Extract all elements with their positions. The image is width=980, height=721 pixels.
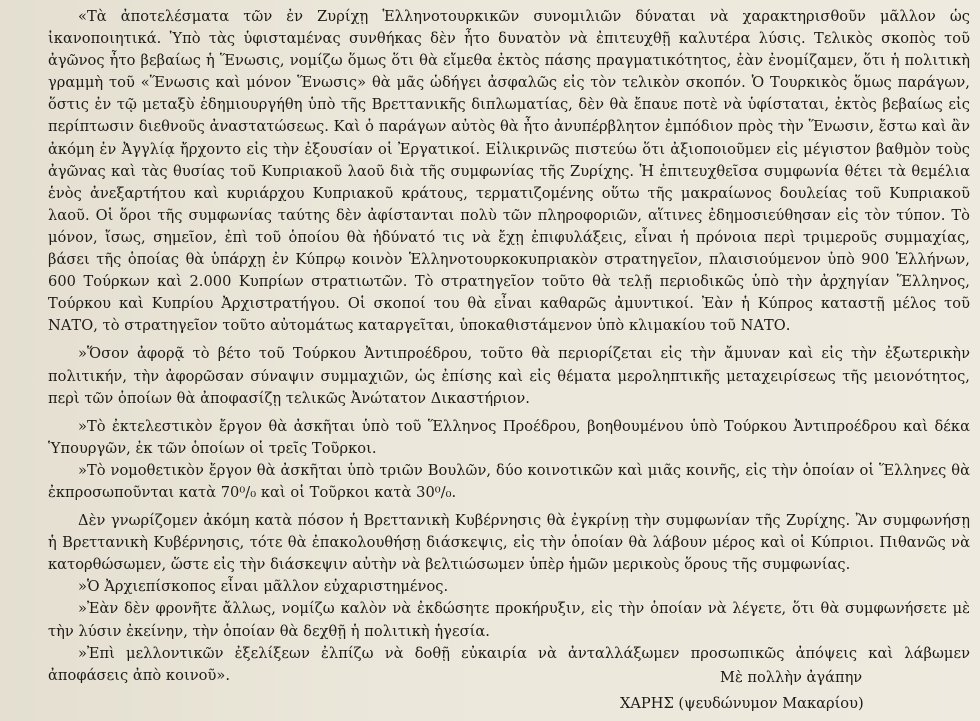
closing-line: Μὲ πολλὴν ἀγάπην xyxy=(720,669,863,686)
paragraph-4: »Τὸ νομοθετικὸν ἔργον θὰ ἀσκῆται ὑπὸ τριῶν Βουλῶν, δύο κοινοτικῶν καὶ μιᾶς κοινῆς, εἰς τὴν ὁποίαν οἱ Ἕλληνες θὰ ἐκπροσωποῦνται κατὰ 70⁰/₀ καὶ οἱ Τοῦρκοι κατὰ 30⁰/₀. xyxy=(48,461,970,501)
paragraph-2: »Ὅσον ἀφορᾷ τὸ βέτο τοῦ Τούρκου Ἀντιπροέδρου, τοῦτο θὰ περιορίζεται εἰς τὴν ἄμυναν καὶ εἰς τὴν ἐξωτερικὴν πολιτικήν, τὴν ἀφορῶσαν σύναψιν συμμαχιῶν, ὡς ἐπίσης καὶ εἰς θέματα μεροληπτικῆς μεταχειρίσεως τῆς μειονότητος, περὶ τῶν ὁποίων θὰ ἀποφασίζῃ τελικῶς Ἀνώτατον Δικαστήριον. xyxy=(48,345,970,407)
paragraph-5: Δὲν γνωρίζομεν ἀκόμη κατὰ πόσον ἡ Βρεττανικὴ Κυβέρνησις θὰ ἐγκρίνῃ τὴν συμφωνίαν τῆς Ζυρίχης. Ἂν συμφωνήσῃ ἡ Βρεττανικὴ Κυβέρνησις, τότε θὰ ἐπακολουθήσῃ διάσκεψις, εἰς τὴν ὁποίαν θὰ λάβουν μέρος καὶ οἱ Κύπριοι. Πιθανῶς νὰ κατορθώσωμεν, ὥστε εἰς τὴν διάσκεψιν αὐτὴν νὰ βελτιώσωμεν ὑπὲρ ἡμῶν μερικοὺς ὅρους τῆς συμφωνίας. xyxy=(48,512,970,574)
signature-line: ΧΑΡΗΣ (ψευδώνυμον Μακαρίου) xyxy=(620,695,864,712)
paragraph-7: »Ἐὰν δὲν φρονῆτε ἄλλως, νομίζω καλὸν νὰ ἐκδώσητε προκήρυξιν, εἰς τὴν ὁποίαν νὰ λέγετε, ὅτι θὰ συμφωνήσετε μὲ τὴν λύσιν ἐκείνην, τὴν ὁποίαν θὰ δεχθῇ ἡ πολιτικὴ ἡγεσία. xyxy=(48,600,970,640)
paragraph-3: »Τὸ ἐκτελεστικὸν ἔργον θὰ ἀσκῆται ὑπὸ τοῦ Ἕλληνος Προέδρου, βοηθουμένου ὑπὸ Τούρκου Ἀντιπροέδρου καὶ δέκα Ὑπουργῶν, ἐκ τῶν ὁποίων οἱ τρεῖς Τοῦρκοι. xyxy=(48,417,970,457)
signoff xyxy=(620,665,864,717)
paragraph-8: »Ἐπὶ μελλοντικῶν ἐξελίξεων ἐλπίζω νὰ δοθῇ εὐκαιρία νὰ ἀνταλλάξωμεν προσωπικῶς ἀπόψεις καὶ λάβωμεν ἀποφάσεις ἀπὸ κοινοῦ». xyxy=(48,644,970,684)
paragraph-1: «Τὰ ἀποτελέσματα τῶν ἐν Ζυρίχῃ Ἑλληνοτουρκικῶν συνομιλιῶν δύναται νὰ χαρακτηρισθοῦν μᾶλλον ὡς ἱκανοποιητικά. Ὑπὸ τὰς ὑφισταμένας συνθήκας δὲν ἦτο δυνατὸν νὰ ἐπιτευχθῇ καλυτέρα λύσις. Τελικὸς σκοπὸς τοῦ ἀγῶνος ἦτο βεβαίως ἡ Ἕνωσις, νομίζω ὅμως ὅτι θὰ εἴμεθα ἐκτὸς πάσης πραγματικότητος, ἐὰν ἐνομίζαμεν, ὅτι ἡ πολιτικὴ γραμμὴ τοῦ «Ἕνωσις καὶ μόνον Ἕνωσις» θὰ μᾶς ὡδήγει ἀσφαλῶς εἰς τὸν τελικὸν σκοπόν. Ὁ Τουρκικὸς ὅμως παράγων, ὅστις ἐν τῷ μεταξὺ ἐδημιουργήθη ὑπὸ τῆς Βρεττανικῆς διπλωματίας, δὲν θὰ ἔπαυε ποτὲ νὰ ὑφίσταται, ἐκτὸς βεβαίως εἰς περίπτωσιν διεθνοῦς ἀναστατώσεως. Καὶ ὁ παράγων αὐτὸς θὰ ἦτο ἀνυπέρβλητον ἐμπόδιον πρὸς τὴν Ἕνωσιν, ἔστω καὶ ἂν ἀκόμη ἐν Ἀγγλίᾳ ἤρχοντο εἰς τὴν ἐξουσίαν οἱ Ἐργατικοί. Εἰλικρινῶς πιστεύω ὅτι ἀξιοποιοῦμεν εἰς μέγιστον βαθμὸν τοὺς ἀγῶνας καὶ τὰς θυσίας τοῦ Κυπριακοῦ λαοῦ διὰ τῆς συμφωνίας τῆς Ζυρίχης. Ἡ ἐπιτευχθεῖσα συμφωνία θέτει τὰ θεμέλια ἑνὸς ἀνεξαρτήτου καὶ κυριάρχου Κυπριακοῦ κράτους, τερματιζομένης οὕτω τῆς μακραίωνος δουλείας τοῦ Κυπριακοῦ λαοῦ. Οἱ ὅροι τῆς συμφωνίας ταύτης δὲν ἀφίστανται πολὺ τῶν πληροφοριῶν, αἵτινες ἐδημοσιεύθησαν εἰς τὸν τύπον. Τὸ μόνον, ἴσως, σημεῖον, ἐπὶ τοῦ ὁποίου θὰ ἠδύνατό τις νὰ ἔχῃ ἐπιφυλάξεις, εἶναι ἡ πρόνοια περὶ τριμεροῦς συμμαχίας, βάσει τῆς ὁποίας θὰ ὑπάρχῃ ἐν Κύπρῳ κοινὸν Ἑλληνοτουρκοκυπριακὸν στρατηγεῖον, πλαισιούμενον ὑπὸ 900 Ἑλλήνων, 600 Τούρκων καὶ 2.000 Κυπρίων στρατιωτῶν. Τὸ στρατηγεῖον τοῦτο θὰ τελῇ περιοδικῶς ὑπὸ τὴν ἀρχηγίαν Ἕλληνος, Τούρκου καὶ Κυπρίου Ἀρχιστρατήγου. Οἱ σκοποί του θὰ εἶναι καθαρῶς ἀμυντικοί. Ἐὰν ἡ Κύπρος καταστῇ μέλος τοῦ ΝΑΤΟ, τὸ στρατηγεῖον τοῦτο αὐτομάτως καταργεῖται, ὑποκαθιστάμενον ὑπὸ κλιμακίου τοῦ ΝΑΤΟ. xyxy=(48,8,970,335)
paragraph-6: »Ὁ Ἀρχιεπίσκοπος εἶναι μᾶλλον εὐχαριστημένος. xyxy=(78,578,449,596)
